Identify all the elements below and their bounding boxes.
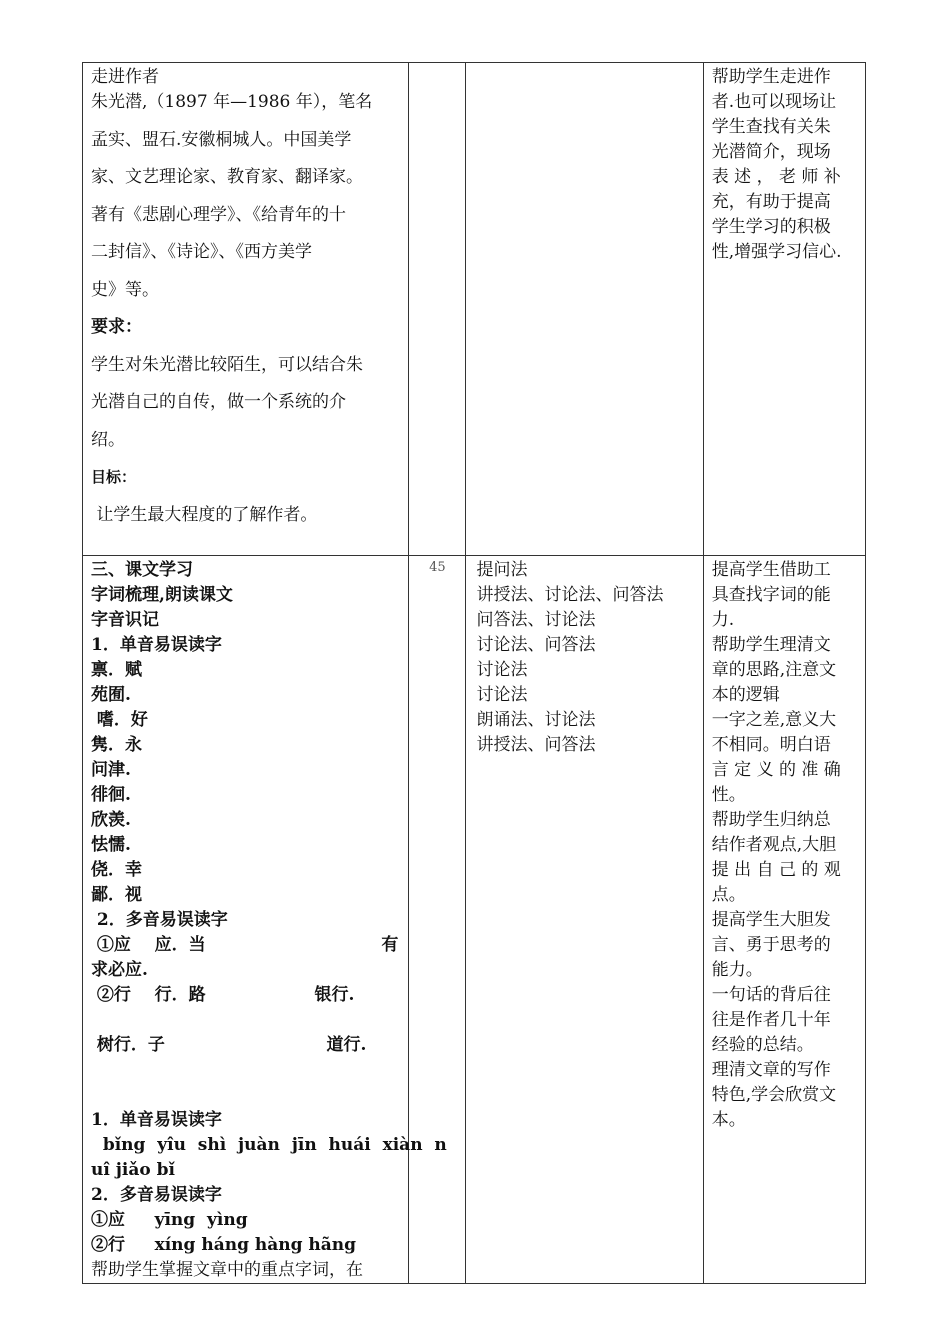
table-row-author (83, 63, 866, 556)
answer-line: 2．多音易误读字 (91, 1185, 222, 1205)
requirement-text (91, 347, 402, 460)
cell-purpose-study (703, 556, 865, 1284)
polyphone-row (91, 1033, 402, 1058)
content-line: 禀．赋 (91, 660, 142, 680)
purpose-line: 言 定 义 的 准 确 (711, 760, 841, 780)
purpose-line: 一句话的背后往 (711, 985, 831, 1005)
purpose-line: 能力。 (711, 960, 763, 980)
purpose-line: 提高学生借助工 (711, 560, 831, 580)
requirement-line: 绍。 (91, 429, 125, 450)
section-heading: 三、课文学习 (91, 560, 193, 580)
cell-purpose-author (703, 63, 865, 556)
content-line: 问津. (91, 760, 131, 780)
method-line: 朗诵法、讨论法 (476, 710, 596, 730)
purpose-line: 特色,学会欣赏文 (711, 1085, 837, 1105)
requirement-line: 光潜自己的自传，做一个系统的介 (91, 392, 346, 412)
content-line: 求必应. (91, 960, 148, 980)
author-bio (91, 84, 402, 309)
content-line: 嗜．好 (91, 710, 148, 730)
method-line: 讨论法、问答法 (476, 635, 596, 655)
purpose-line: 性,增强学习信心. (711, 242, 842, 262)
purpose-line: 力. (711, 610, 735, 630)
requirement-line: 学生对朱光潜比较陌生，可以结合朱 (91, 354, 363, 375)
polyphone-item: ②行 行．路 (91, 985, 206, 1005)
polyphone-row (91, 933, 402, 958)
purpose-line: 帮助学生理清文 (711, 635, 831, 655)
requirement-label: 要求： (91, 317, 142, 337)
pinyin-line: ①应 yīng yìng (91, 1210, 248, 1230)
goal-label: 目标： (91, 468, 137, 486)
purpose-line: 帮助学生归纳总 (711, 810, 831, 830)
polyphone-item: 树行．子 (91, 1035, 165, 1055)
purpose-line: 不相同。明白语 (711, 735, 831, 755)
polyphone-row (91, 983, 402, 1008)
method-line: 讨论法 (476, 685, 528, 705)
purpose-line: 光潜简介，现场 (711, 142, 831, 162)
method-line: 讲授法、问答法 (476, 735, 596, 755)
purpose-line: 理清文章的写作 (711, 1060, 831, 1080)
content-line: 2．多音易误读字 (91, 910, 228, 930)
content-line: 帮助学生掌握文章中的重点字词，在 (91, 1260, 363, 1280)
purpose-line: 本。 (711, 1110, 746, 1130)
bio-line: 二封信》、《诗论》、《西方美学 (91, 242, 312, 262)
cell-content-author (83, 63, 409, 556)
content-line: 欣羡. (91, 810, 131, 830)
bio-line: 著有《悲剧心理学》、《给青年的十 (91, 204, 346, 225)
polyphone-item: ①应 应．当 (91, 935, 206, 955)
purpose-line: 性。 (711, 785, 746, 805)
purpose-line: 充，有助于提高 (711, 192, 831, 212)
purpose-line: 表 述 ， 老 师 补 (711, 167, 841, 187)
pinyin-line: uî jiǎo bǐ (91, 1160, 175, 1180)
purpose-line: 一字之差,意义大 (711, 710, 837, 730)
content-line: 苑囿. (91, 685, 131, 705)
cell-time-empty (409, 63, 466, 556)
method-line: 讲授法、讨论法、问答法 (476, 585, 664, 605)
pinyin-line: ②行 xíng háng hàng hãng (91, 1235, 357, 1255)
purpose-line: 点。 (711, 885, 746, 905)
purpose-line: 学生查找有关朱 (711, 117, 831, 137)
content-line: 鄙．视 (91, 885, 142, 905)
cell-method-study (466, 556, 703, 1284)
polyphone-item: 道行. (326, 1035, 367, 1055)
purpose-line: 帮助学生走进作 (711, 67, 831, 87)
purpose-line: 具查找字词的能 (711, 585, 831, 605)
content-line: 怯懦. (91, 835, 131, 855)
lesson-plan-table (82, 62, 866, 1284)
cell-time-study (409, 556, 466, 1284)
method-line: 提问法 (476, 560, 528, 580)
content-line: 徘徊. (91, 785, 131, 805)
purpose-line: 经验的总结。 (711, 1035, 814, 1055)
goal-text: 让学生最大程度的了解作者。 (91, 504, 318, 525)
method-line: 讨论法 (476, 660, 528, 680)
bio-line: 朱光潜,（1897 年—1986 年），笔名 (91, 92, 373, 112)
bio-line: 家、文艺理论家、教育家、翻译家。 (91, 167, 363, 187)
bio-line: 史》等。 (91, 279, 159, 300)
purpose-line: 往是作者几十年 (711, 1010, 831, 1030)
bio-line: 孟实、盟石.安徽桐城人。中国美学 (91, 129, 352, 150)
cell-method-empty (466, 63, 703, 556)
purpose-line: 本的逻辑 (711, 685, 780, 705)
content-line: 隽．永 (91, 735, 142, 755)
purpose-line: 结作者观点,大胆 (711, 835, 837, 855)
purpose-line: 提高学生大胆发 (711, 910, 831, 930)
pinyin-line: bǐng yîu shì juàn jīn huái xiàn n (91, 1135, 447, 1155)
polyphone-item: 银行. (314, 985, 355, 1005)
purpose-line: 提 出 自 己 的 观 (711, 860, 841, 880)
purpose-line: 言、勇于思考的 (711, 935, 831, 955)
time-value: 45 (429, 560, 446, 575)
content-line: 字音识记 (91, 610, 159, 630)
polyphone-item: 有 (381, 935, 399, 955)
answer-line: 1．单音易误读字 (91, 1110, 222, 1130)
content-line: 1．单音易误读字 (91, 635, 222, 655)
purpose-line: 者.也可以现场让 (711, 92, 837, 112)
purpose-line: 章的思路,注意文 (711, 660, 837, 680)
content-line: 字词梳理,朗读课文 (91, 585, 233, 605)
section-heading: 走进作者 (91, 67, 159, 87)
table-row-text-study (83, 556, 866, 1284)
method-line: 问答法、讨论法 (476, 610, 596, 630)
content-line: 侥．幸 (91, 860, 142, 880)
purpose-line: 学生学习的积极 (711, 217, 831, 237)
